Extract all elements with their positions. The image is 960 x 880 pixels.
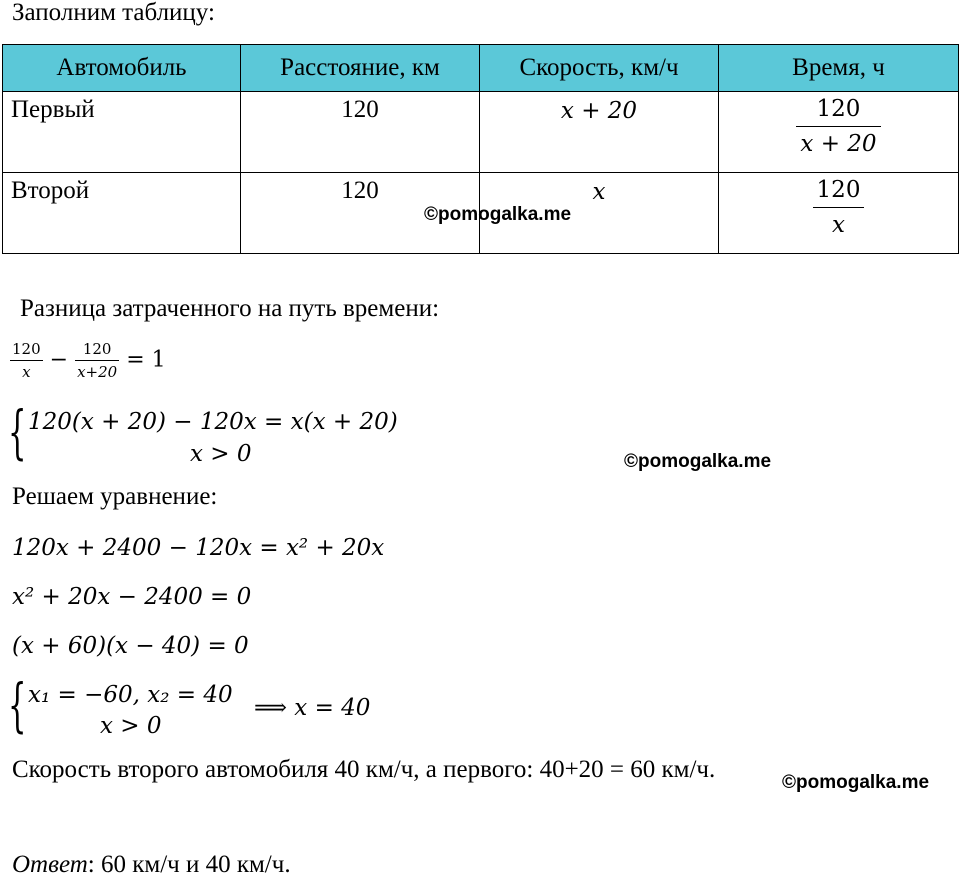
cell-speed: x	[480, 173, 719, 254]
cell-car: Второй	[3, 173, 241, 254]
cell-distance: 120	[241, 92, 480, 173]
time-fraction	[813, 177, 865, 238]
header-distance: Расстояние, км	[241, 45, 480, 92]
step-3: (x + 60)(x − 40) = 0	[12, 633, 249, 659]
header-speed: Скорость, км/ч	[480, 45, 719, 92]
conclusion-text: Скорость второго автомобиля 40 км/ч, а первого: 40+20 = 60 км/ч.	[12, 756, 716, 783]
fraction-1: $\frac{120}{x}$	[12, 340, 41, 381]
step-1: 120x + 2400 − 120x = x² + 20x	[12, 535, 385, 561]
system1-line1: 120(x + 20) − 120x = x(x + 20)	[28, 409, 398, 435]
system-brace: {	[8, 398, 27, 466]
cell-distance: 120	[241, 173, 480, 254]
table-header-row	[3, 45, 959, 92]
system2-result: ⟹ x = 40	[254, 695, 371, 721]
answer-line	[12, 850, 291, 880]
equation-rhs: = 1	[126, 347, 166, 373]
cell-time	[719, 173, 959, 254]
watermark: ©pomogalka.me	[624, 451, 772, 472]
cell-car: Первый	[3, 92, 241, 173]
time-fraction	[796, 96, 880, 157]
cell-speed: x + 20	[480, 92, 719, 173]
equation-1	[10, 340, 166, 381]
step-2: x² + 20x − 2400 = 0	[12, 584, 252, 610]
fraction-denominator: x + 20	[800, 131, 877, 157]
table-row	[3, 92, 959, 173]
fraction-numerator: 120	[816, 177, 861, 203]
header-time: Время, ч	[719, 45, 959, 92]
watermark: ©pomogalka.me	[782, 772, 930, 793]
solve-label: Решаем уравнение:	[12, 483, 218, 510]
fraction-numerator: 120	[816, 96, 861, 122]
system2-line1: x₁ = −60, x₂ = 40	[28, 682, 233, 708]
watermark: ©pomogalka.me	[424, 204, 572, 225]
system1-line2: x > 0	[190, 441, 252, 467]
difference-label: Разница затраченного на путь времени:	[20, 295, 440, 322]
fraction-denominator: x	[832, 212, 845, 238]
system2-line2: x > 0	[100, 713, 162, 739]
minus-sign: −	[49, 347, 69, 373]
fraction-2: $\frac{120}{x+20}$	[77, 340, 118, 381]
answer-text: : 60 км/ч и 40 км/ч.	[87, 851, 291, 878]
answer-label: Ответ	[12, 851, 88, 878]
intro-text: Заполним таблицу:	[12, 0, 215, 26]
header-car: Автомобиль	[3, 45, 241, 92]
system-brace: {	[8, 671, 27, 739]
cell-time	[719, 92, 959, 173]
